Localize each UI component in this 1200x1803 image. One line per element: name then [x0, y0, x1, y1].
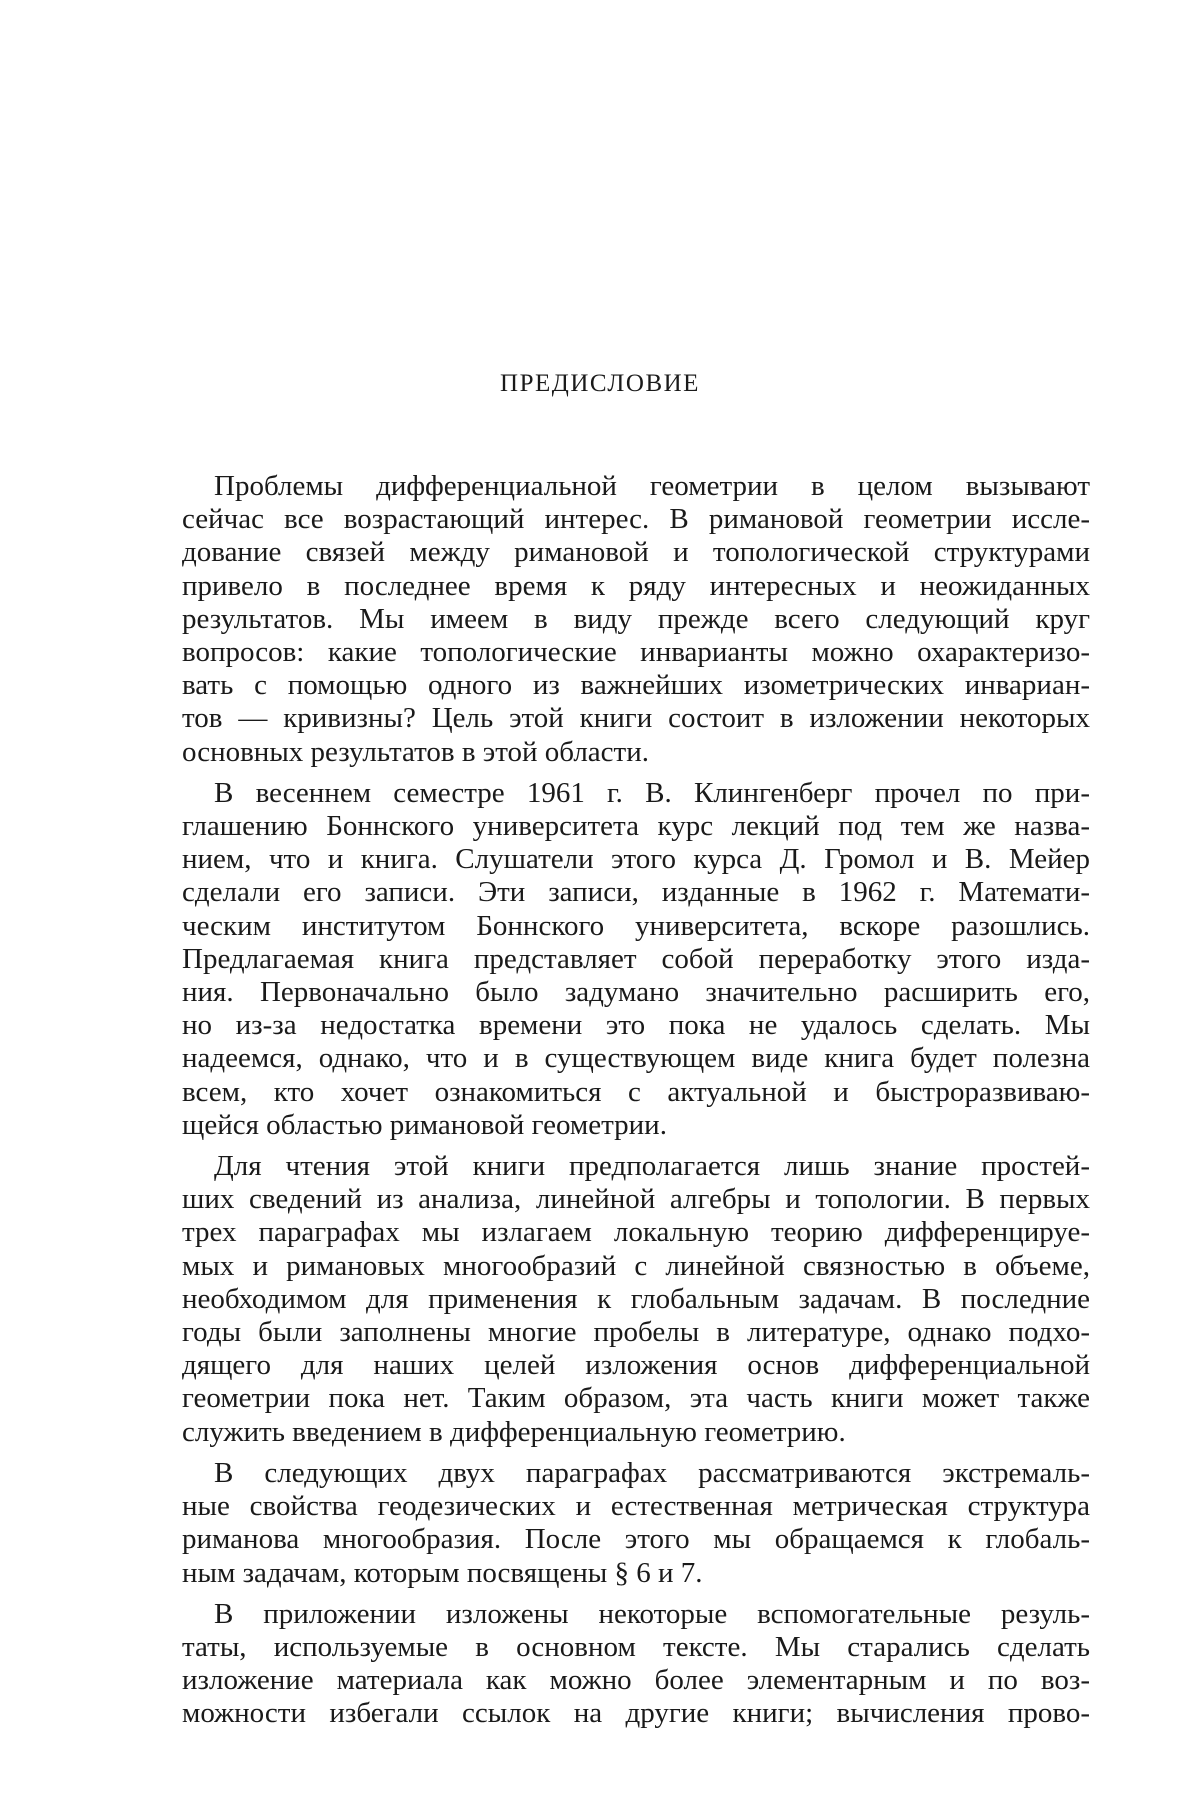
text-line: вопросов: какие топологические инварианты можно охарактеризо- — [150, 636, 1090, 669]
text-line: дящего для наших целей изложения основ дифференциальной — [150, 1349, 1090, 1382]
text-line: служить введением в дифференциальную геометрию. — [150, 1416, 1090, 1449]
text-line: всем, кто хочет ознакомиться с актуальной и быстроразвиваю- — [150, 1076, 1090, 1109]
text-line: Проблемы дифференциальной геометрии в целом вызывают — [150, 470, 1090, 503]
text-line: В весеннем семестре 1961 г. В. Клингенберг прочел по при- — [150, 777, 1090, 810]
text-line: сделали его записи. Эти записи, изданные в 1962 г. Математи- — [150, 876, 1090, 909]
text-line: геометрии пока нет. Таким образом, эта часть книги может также — [150, 1382, 1090, 1415]
text-line: щейся областью римановой геометрии. — [150, 1109, 1090, 1142]
text-line: ния. Первоначально было задумано значительно расширить его, — [150, 976, 1090, 1009]
text-line: глашению Боннского университета курс лекций под тем же назва- — [150, 810, 1090, 843]
text-line: привело в последнее время к ряду интересных и неожиданных — [150, 570, 1090, 603]
text-line: В приложении изложены некоторые вспомогательные резуль- — [150, 1598, 1090, 1631]
paragraph — [150, 777, 1090, 1142]
body-text — [150, 470, 1090, 1739]
text-line: тов — кривизны? Цель этой книги состоит в изложении некоторых — [150, 702, 1090, 735]
text-line: годы были заполнены многие пробелы в литературе, однако подхо- — [150, 1316, 1090, 1349]
text-line: В следующих двух параграфах рассматриваются экстремаль- — [150, 1457, 1090, 1490]
text-line: Предлагаемая книга представляет собой переработку этого изда- — [150, 943, 1090, 976]
text-line: ным задачам, которым посвящены § 6 и 7. — [150, 1557, 1090, 1590]
text-line: трех параграфах мы излагаем локальную теорию дифференцируе- — [150, 1216, 1090, 1249]
text-line: надеемся, однако, что и в существующем виде книга будет полезна — [150, 1042, 1090, 1075]
text-line: ших сведений из анализа, линейной алгебры и топологии. В первых — [150, 1183, 1090, 1216]
paragraph — [150, 1457, 1090, 1590]
text-line: можности избегали ссылок на другие книги; вычисления прово- — [150, 1697, 1090, 1730]
text-line: но из-за недостатка времени это пока не удалось сделать. Мы — [150, 1009, 1090, 1042]
text-line: сейчас все возрастающий интерес. В римановой геометрии иссле- — [150, 503, 1090, 536]
book-page — [0, 0, 1200, 1803]
page-title: ПРЕДИСЛОВИЕ — [0, 370, 1200, 398]
paragraph — [150, 470, 1090, 769]
text-line: ческим институтом Боннского университета, вскоре разошлись. — [150, 910, 1090, 943]
text-line: дование связей между римановой и топологической структурами — [150, 536, 1090, 569]
text-line: изложение материала как можно более элементарным и по воз- — [150, 1664, 1090, 1697]
text-line: результатов. Мы имеем в виду прежде всего следующий круг — [150, 603, 1090, 636]
text-line: риманова многообразия. После этого мы обращаемся к глобаль- — [150, 1523, 1090, 1556]
paragraph — [150, 1150, 1090, 1449]
text-line: основных результатов в этой области. — [150, 736, 1090, 769]
text-line: вать с помощью одного из важнейших изометрических инвариан- — [150, 669, 1090, 702]
text-line: ные свойства геодезических и естественная метрическая структура — [150, 1490, 1090, 1523]
paragraph — [150, 1598, 1090, 1731]
text-line: нием, что и книга. Слушатели этого курса Д. Громол и В. Мейер — [150, 843, 1090, 876]
text-line: Для чтения этой книги предполагается лишь знание простей- — [150, 1150, 1090, 1183]
text-line: таты, используемые в основном тексте. Мы старались сделать — [150, 1631, 1090, 1664]
text-line: мых и римановых многообразий с линейной связностью в объеме, — [150, 1250, 1090, 1283]
text-line: необходимом для применения к глобальным задачам. В последние — [150, 1283, 1090, 1316]
